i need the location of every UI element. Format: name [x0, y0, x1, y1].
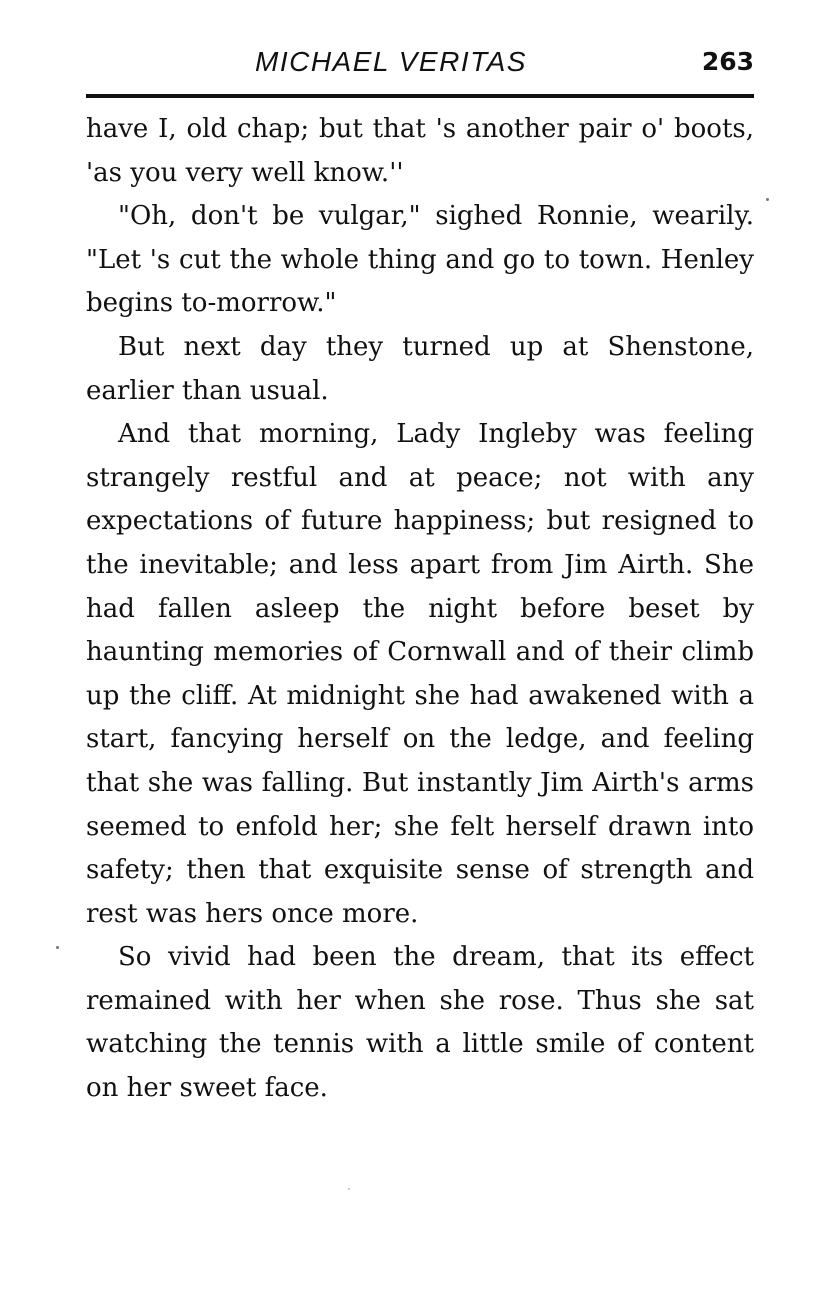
running-head — [86, 42, 756, 82]
paper-speck — [56, 946, 59, 949]
paragraph-continuation: have I, old chap; but that 's another pair o' boots, 'as you very well know.'' — [86, 114, 754, 188]
paragraph: And that morning, Lady Ingleby was feeling strangely restful and at peace; not with any expectations of future happiness; but resigned to the inevitable; and less apart from Jim Airth. She had fallen asleep the night before beset by haunting memories of Cornwall and of their climb up the cliff. At midnight she had awakened with a start, fancying herself on the ledge, and feeling that she was falling. But instantly Jim Airth's arms seemed to enfold her; she felt herself drawn into safety; then that exquisite sense of strength and rest was hers once more. — [86, 419, 754, 929]
paper-speck — [348, 1188, 350, 1190]
page-number: 263 — [701, 47, 754, 76]
paragraph: So vivid had been the dream, that its effect remained with her when she rose. Thus she sat watching the tennis with a little smile of content on her sweet face. — [86, 942, 754, 1104]
header-rule — [86, 94, 754, 98]
running-title: MICHAEL VERITAS — [255, 46, 527, 77]
body-text — [86, 108, 754, 1111]
paragraph: "Oh, don't be vulgar," sighed Ronnie, wearily. "Let 's cut the whole thing and go to town. Henley begins to-morrow." — [86, 201, 754, 319]
paragraph: But next day they turned up at Shenstone, earlier than usual. — [86, 331, 754, 406]
paper-speck — [766, 198, 769, 201]
